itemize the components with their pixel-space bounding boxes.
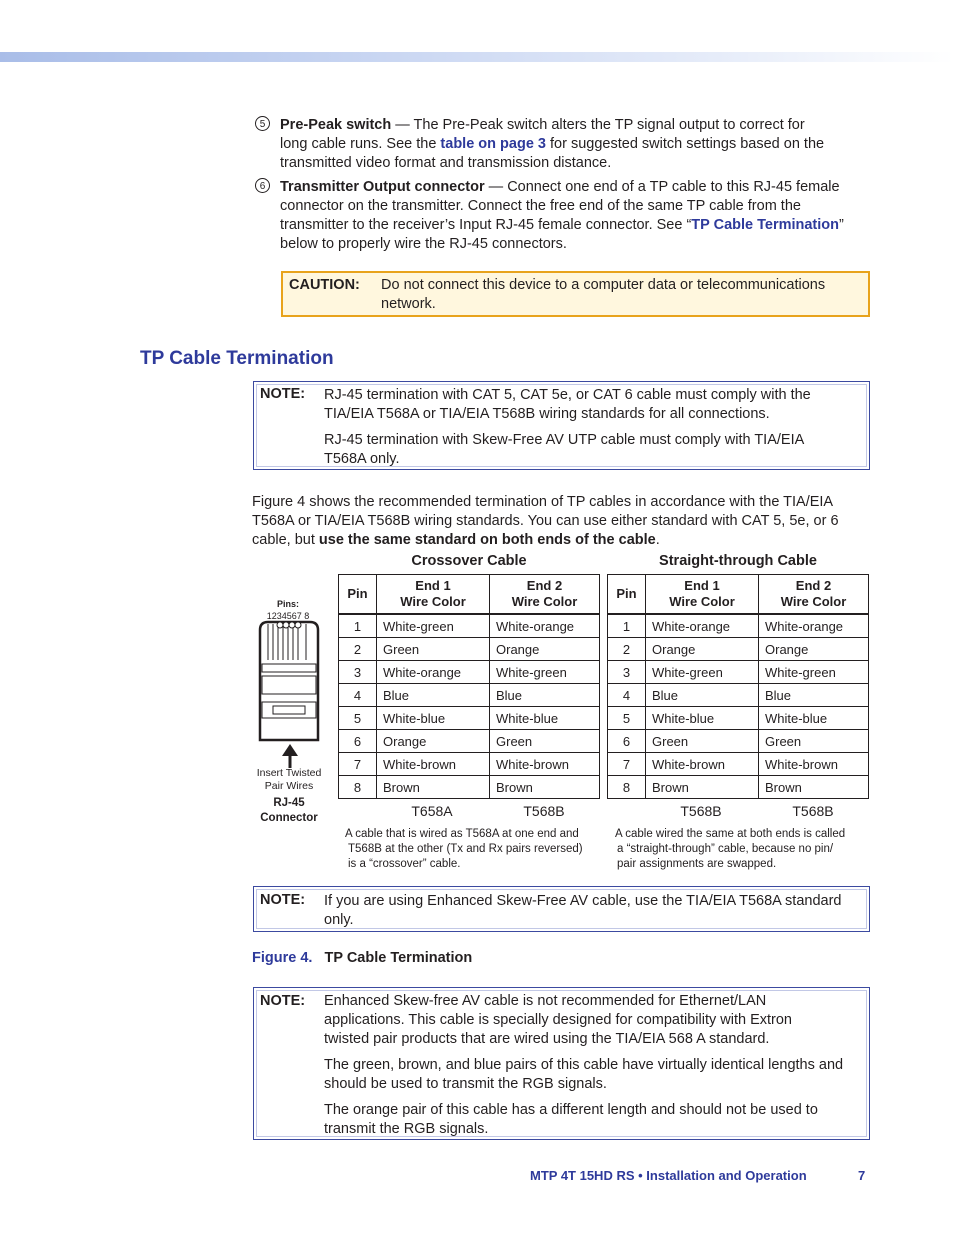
table-row bbox=[608, 661, 869, 684]
table-row bbox=[608, 638, 869, 661]
connector-name-line1: RJ-45 bbox=[273, 797, 305, 809]
end2-cell: White-brown bbox=[490, 753, 600, 776]
note-box-1 bbox=[253, 381, 870, 470]
table-row bbox=[608, 684, 869, 707]
header-pin: Pin bbox=[608, 575, 646, 615]
crossover-caption bbox=[345, 827, 607, 872]
figure-number: Figure 4. bbox=[252, 950, 313, 966]
header-end2 bbox=[490, 575, 600, 615]
note3-p1-line2: applications. This cable is specially designed for compatibility with Extron bbox=[324, 1012, 792, 1028]
crossover-caption-line1: A cable that is wired as T568A at one end and bbox=[345, 828, 579, 840]
end2-cell: Green bbox=[490, 730, 600, 753]
insert-wires-label bbox=[246, 767, 332, 793]
table-row bbox=[339, 730, 600, 753]
page-number: 7 bbox=[858, 1168, 866, 1183]
end2-cell: Green bbox=[759, 730, 869, 753]
transmitter-output-description bbox=[280, 178, 870, 254]
transmitter-line1: — Connect one end of a TP cable to this RJ-45 female bbox=[484, 179, 840, 195]
note2-line2: only. bbox=[324, 912, 354, 928]
transmitter-line3: transmitter to the receiver’s Input RJ-45 female connector. See “ bbox=[280, 217, 692, 233]
table-row bbox=[339, 614, 600, 638]
transmitter-line3-end: ” bbox=[839, 217, 844, 233]
figure-caption bbox=[252, 950, 472, 966]
end2-cell: Orange bbox=[759, 638, 869, 661]
intro-line3: cable, but bbox=[252, 532, 319, 548]
connector-name bbox=[246, 796, 332, 826]
pre-peak-description bbox=[280, 116, 870, 173]
pre-peak-line2: long cable runs. See the bbox=[280, 136, 441, 152]
section-heading: TP Cable Termination bbox=[140, 348, 334, 369]
note-text-3 bbox=[324, 992, 869, 1139]
end1-cell: White-blue bbox=[377, 707, 490, 730]
note-box-3 bbox=[253, 987, 870, 1140]
pre-peak-line1: — The Pre-Peak switch alters the TP signal output to correct for bbox=[391, 117, 805, 133]
note1-p2-line1: RJ-45 termination with Skew-Free AV UTP cable must comply with TIA/EIA bbox=[324, 432, 805, 448]
rj45-connector-icon bbox=[256, 620, 322, 770]
end1-cell: White-orange bbox=[377, 661, 490, 684]
end2-cell: White-blue bbox=[759, 707, 869, 730]
note-label-2: NOTE: bbox=[260, 892, 306, 908]
crossover-end2-standard: T568B bbox=[523, 803, 565, 819]
header-end1-line1: End 1 bbox=[684, 578, 720, 593]
end2-cell: Brown bbox=[490, 776, 600, 799]
header-end1-line1: End 1 bbox=[415, 578, 451, 593]
table-row bbox=[339, 638, 600, 661]
end1-cell: Brown bbox=[646, 776, 759, 799]
intro-line3-end: . bbox=[655, 532, 660, 548]
table-row bbox=[339, 776, 600, 799]
pin-cell: 6 bbox=[339, 730, 377, 753]
insert-line2: Pair Wires bbox=[264, 780, 314, 792]
caution-line2: network. bbox=[381, 296, 436, 312]
pin-numbers: 1234567 8 bbox=[266, 611, 310, 621]
table-row bbox=[339, 684, 600, 707]
end2-cell: White-brown bbox=[759, 753, 869, 776]
pin-cell: 8 bbox=[339, 776, 377, 799]
caution-line1: Do not connect this device to a computer data or telecommunications bbox=[381, 277, 826, 293]
page-footer: MTP 4T 15HD RS • Installation and Operation bbox=[530, 1168, 807, 1183]
note3-p3-line2: transmit the RGB signals. bbox=[324, 1121, 489, 1137]
header-end1 bbox=[377, 575, 490, 615]
header-color-bar bbox=[0, 52, 954, 62]
end1-cell: Blue bbox=[377, 684, 490, 707]
straight-end2-standard: T568B bbox=[792, 803, 834, 819]
note-label-1: NOTE: bbox=[260, 386, 306, 402]
intro-line3-bold: use the same standard on both ends of the cable bbox=[318, 532, 656, 548]
pin-cell: 2 bbox=[339, 638, 377, 661]
crossover-caption-line2: T568B at the other (Tx and Rx pairs reversed) bbox=[348, 843, 583, 855]
note1-p1-line1: RJ-45 termination with CAT 5, CAT 5e, or CAT 6 cable must comply with the bbox=[324, 387, 811, 403]
header-end1-line2: Wire Color bbox=[400, 594, 466, 609]
intro-paragraph bbox=[252, 493, 872, 550]
pin-cell: 2 bbox=[608, 638, 646, 661]
straight-caption bbox=[615, 827, 877, 872]
end1-cell: Green bbox=[377, 638, 490, 661]
header-end1-line2: Wire Color bbox=[669, 594, 735, 609]
transmitter-line4: below to properly wire the RJ-45 connectors. bbox=[280, 236, 567, 252]
note3-p2-line1: The green, brown, and blue pairs of this cable have virtually identical lengths and bbox=[324, 1057, 844, 1073]
end1-cell: Blue bbox=[646, 684, 759, 707]
end1-cell: Brown bbox=[377, 776, 490, 799]
pin-cell: 6 bbox=[608, 730, 646, 753]
header-end2-line1: End 2 bbox=[526, 578, 563, 593]
header-end1 bbox=[646, 575, 759, 615]
caution-text bbox=[381, 276, 866, 314]
note-box-2 bbox=[253, 886, 870, 932]
end1-cell: White-green bbox=[646, 661, 759, 684]
insert-line1: Insert Twisted bbox=[256, 767, 322, 779]
item-marker-6: 6 bbox=[255, 178, 270, 193]
transmitter-line2: connector on the transmitter. Connect the free end of the same TP cable from the bbox=[280, 198, 801, 214]
table-row bbox=[608, 730, 869, 753]
header-pin: Pin bbox=[339, 575, 377, 615]
header-end2-line2: Wire Color bbox=[780, 594, 847, 609]
table-row bbox=[339, 661, 600, 684]
note2-line1: If you are using Enhanced Skew-Free AV cable, use the TIA/EIA T568A standard bbox=[324, 893, 842, 909]
end2-cell: White-green bbox=[490, 661, 600, 684]
end1-cell: White-brown bbox=[377, 753, 490, 776]
end1-cell: White-orange bbox=[646, 614, 759, 638]
intro-line2: T568A or TIA/EIA T568B wiring standards. You can use either standard with CAT 5, 5e, or 6 bbox=[252, 513, 839, 529]
crossover-table bbox=[338, 574, 600, 799]
note-text-1 bbox=[324, 386, 864, 469]
pin-cell: 4 bbox=[608, 684, 646, 707]
connector-name-line2: Connector bbox=[260, 812, 318, 824]
end2-cell: Orange bbox=[490, 638, 600, 661]
note3-p1-line3: twisted pair products that are wired using the TIA/EIA 568 A standard. bbox=[324, 1031, 770, 1047]
pin-cell: 1 bbox=[608, 614, 646, 638]
caution-box bbox=[281, 271, 870, 317]
header-end2 bbox=[759, 575, 869, 615]
note1-p2-line2: T568A only. bbox=[324, 451, 400, 467]
end2-cell: Blue bbox=[490, 684, 600, 707]
header-end2-line2: Wire Color bbox=[511, 594, 578, 609]
intro-line1: Figure 4 shows the recommended termination of TP cables in accordance with the TIA/EIA bbox=[252, 494, 834, 510]
table-row bbox=[339, 753, 600, 776]
end2-cell: Brown bbox=[759, 776, 869, 799]
pins-label: Pins: bbox=[276, 599, 299, 609]
end2-cell: White-orange bbox=[759, 614, 869, 638]
crossover-table-title: Crossover Cable bbox=[411, 553, 527, 569]
end2-cell: White-orange bbox=[490, 614, 600, 638]
pin-cell: 8 bbox=[608, 776, 646, 799]
table-row bbox=[608, 614, 869, 638]
pre-peak-line3: transmitted video format and transmission distance. bbox=[280, 155, 612, 171]
table-row bbox=[339, 707, 600, 730]
crossover-end1-standard: T658A bbox=[411, 803, 453, 819]
straight-caption-line1: A cable wired the same at both ends is called bbox=[615, 828, 846, 840]
header-end2-line1: End 2 bbox=[795, 578, 832, 593]
note1-p1-line2: TIA/EIA T568A or TIA/EIA T568B wiring standards for all connections. bbox=[324, 406, 770, 422]
pin-cell: 4 bbox=[339, 684, 377, 707]
end1-cell: White-green bbox=[377, 614, 490, 638]
transmitter-output-title: Transmitter Output connector bbox=[280, 179, 485, 195]
end1-cell: White-blue bbox=[646, 707, 759, 730]
item-marker-5: 5 bbox=[255, 116, 270, 131]
pin-cell: 5 bbox=[339, 707, 377, 730]
note3-p3-line1: The orange pair of this cable has a different length and should not be used to bbox=[324, 1102, 818, 1118]
table-row bbox=[608, 707, 869, 730]
figure-title: TP Cable Termination bbox=[324, 950, 473, 966]
pin-cell: 3 bbox=[339, 661, 377, 684]
table-row bbox=[608, 753, 869, 776]
end2-cell: White-green bbox=[759, 661, 869, 684]
end1-cell: White-brown bbox=[646, 753, 759, 776]
end1-cell: Orange bbox=[377, 730, 490, 753]
end2-cell: Blue bbox=[759, 684, 869, 707]
straight-table-title: Straight-through Cable bbox=[659, 553, 817, 569]
pre-peak-title: Pre-Peak switch bbox=[280, 117, 392, 133]
pin-cell: 1 bbox=[339, 614, 377, 638]
note-text-2 bbox=[324, 892, 864, 930]
crossover-caption-line3: is a “crossover” cable. bbox=[348, 858, 461, 870]
note3-p2-line2: should be used to transmit the RGB signals. bbox=[324, 1076, 607, 1092]
note3-p1-line1: Enhanced Skew-free AV cable is not recommended for Ethernet/LAN bbox=[324, 993, 767, 1009]
end1-cell: Orange bbox=[646, 638, 759, 661]
pre-peak-line2-end: for suggested switch settings based on the bbox=[545, 136, 825, 152]
pin-cell: 3 bbox=[608, 661, 646, 684]
pin-cell: 7 bbox=[608, 753, 646, 776]
table-on-page-3-link[interactable]: table on page 3 bbox=[440, 136, 546, 152]
note-label-3: NOTE: bbox=[260, 993, 306, 1009]
straight-through-table bbox=[607, 574, 869, 799]
pin-cell: 5 bbox=[608, 707, 646, 730]
table-row bbox=[608, 776, 869, 799]
pin-cell: 7 bbox=[339, 753, 377, 776]
end2-cell: White-blue bbox=[490, 707, 600, 730]
straight-caption-line2: a “straight-through” cable, because no pin/ bbox=[617, 843, 834, 855]
tp-cable-termination-link[interactable]: TP Cable Termination bbox=[691, 217, 840, 233]
caution-label: CAUTION: bbox=[289, 277, 360, 293]
end1-cell: Green bbox=[646, 730, 759, 753]
straight-caption-line3: pair assignments are swapped. bbox=[617, 858, 777, 870]
straight-end1-standard: T568B bbox=[680, 803, 722, 819]
